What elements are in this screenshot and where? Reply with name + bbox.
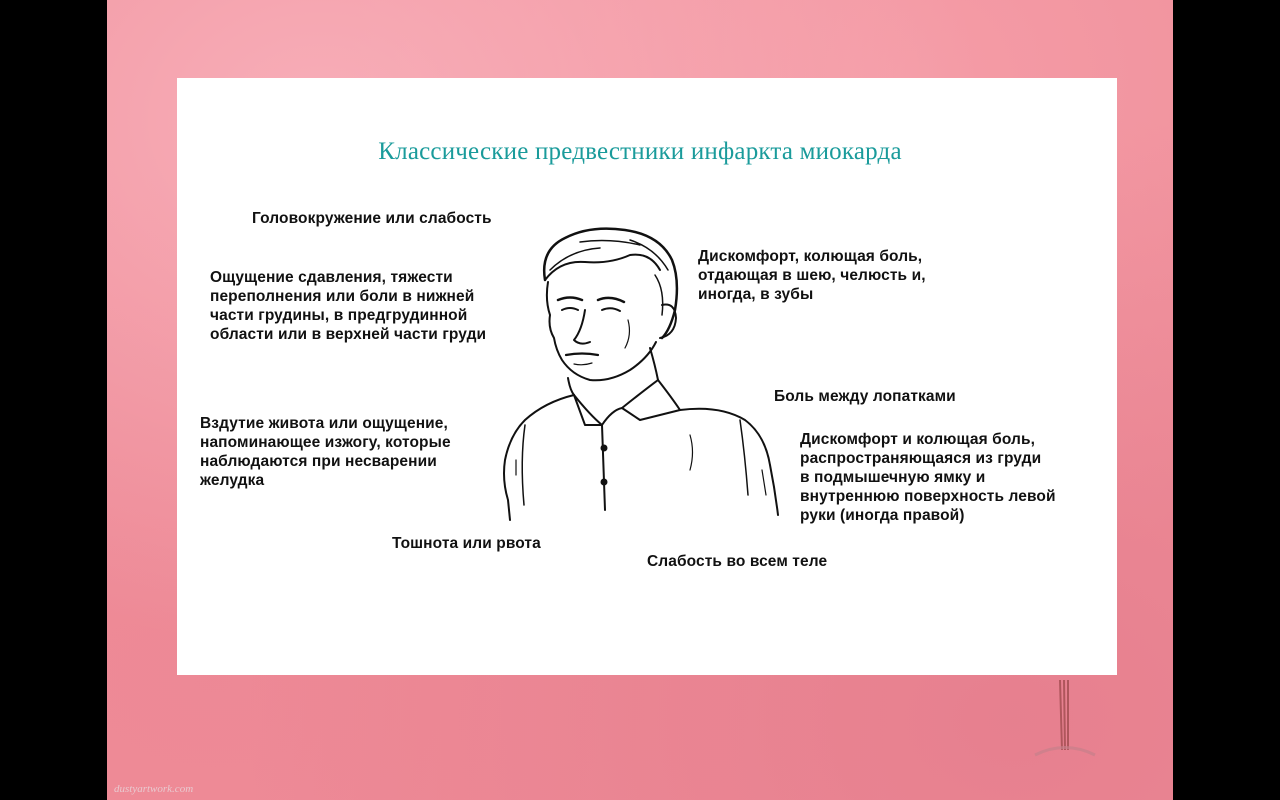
label-line: области или в верхней части груди bbox=[210, 326, 487, 343]
label-line: Вздутие живота или ощущение, bbox=[200, 415, 448, 432]
label-line: руки (иногда правой) bbox=[800, 507, 965, 524]
label-dizziness: Головокружение или слабость bbox=[252, 210, 492, 227]
label-between-blades: Боль между лопатками bbox=[774, 388, 956, 405]
label-chest-pressure bbox=[210, 268, 486, 344]
label-line: Дискомфорт и колющая боль, bbox=[800, 431, 1035, 448]
slide-title: Классические предвестники инфаркта миокарда bbox=[378, 138, 902, 165]
label-weakness: Слабость во всем теле bbox=[647, 553, 828, 570]
label-line: отдающая в шею, челюсть и, bbox=[698, 267, 926, 284]
label-line: внутреннюю поверхность левой bbox=[800, 488, 1056, 505]
label-line: иногда, в зубы bbox=[698, 286, 814, 303]
label-line: напоминающее изжогу, которые bbox=[200, 434, 451, 451]
label-line: в подмышечную ямку и bbox=[800, 469, 986, 486]
label-line: переполнения или боли в нижней bbox=[210, 288, 475, 305]
label-line: части грудины, в предгрудинной bbox=[210, 307, 468, 324]
label-arm-pain bbox=[800, 430, 1056, 525]
label-line: Дискомфорт, колющая боль, bbox=[698, 248, 923, 265]
label-line: Ощущение сдавления, тяжести bbox=[210, 269, 453, 286]
label-line: наблюдаются при несварении bbox=[200, 453, 437, 470]
label-line: желудка bbox=[200, 472, 265, 489]
man-illustration bbox=[490, 220, 810, 525]
label-line: распространяющаяся из груди bbox=[800, 450, 1042, 467]
decorative-stem bbox=[1030, 680, 1100, 790]
label-nausea: Тошнота или рвота bbox=[392, 535, 541, 552]
label-bloating bbox=[200, 414, 451, 490]
watermark-text: dustyartwork.com bbox=[114, 783, 194, 795]
